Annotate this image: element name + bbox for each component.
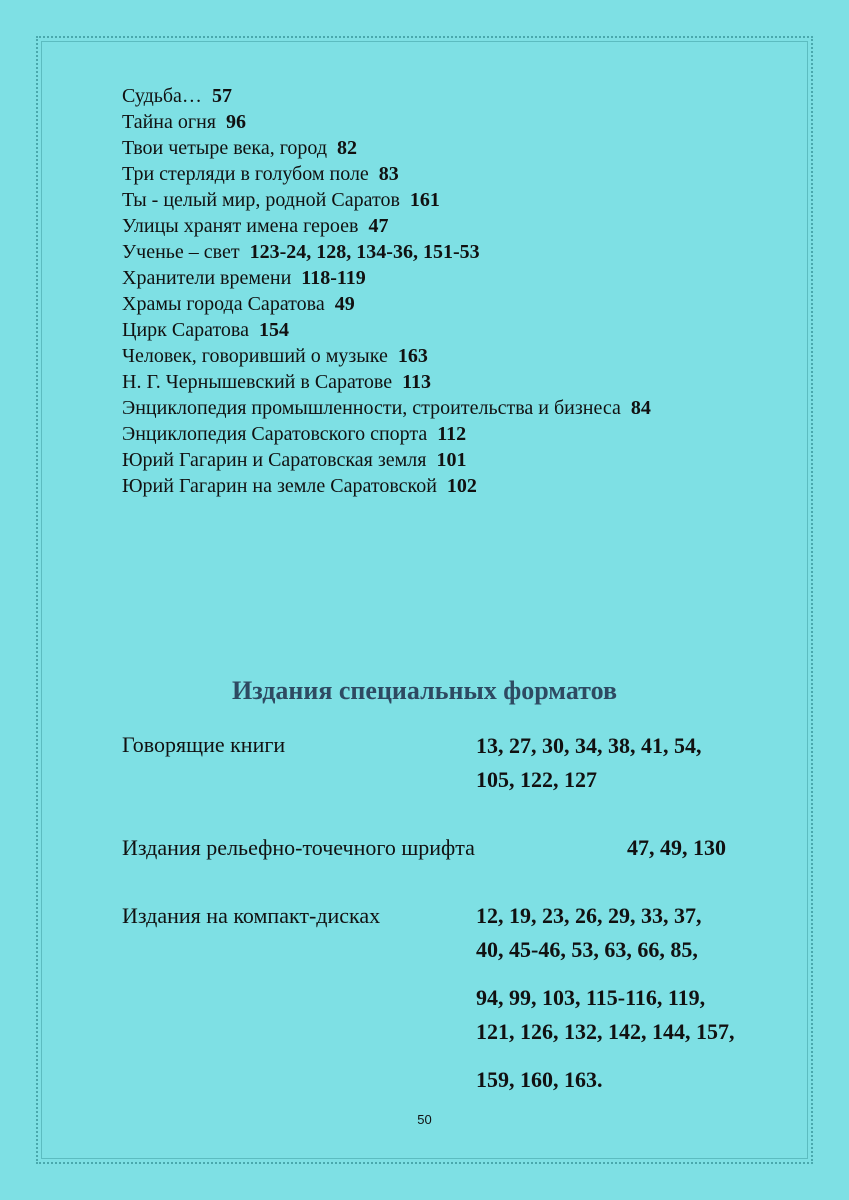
page-number: 50 xyxy=(417,1112,432,1127)
talking-books-label: Говорящие книги xyxy=(122,732,286,757)
list-item: Энциклопедия промышленности, строительства и бизнеса 84 xyxy=(122,397,651,419)
list-item: Человек, говоривший о музыке 163 xyxy=(122,345,428,367)
cd-label: Издания на компакт-дисках xyxy=(122,903,381,928)
list-item: Судьба… 57 xyxy=(122,85,232,107)
section-title: Издания специальных форматов xyxy=(232,676,617,705)
braille-pages: 47, 49, 130 xyxy=(627,835,726,860)
index-list xyxy=(122,83,651,499)
list-item: Твои четыре века, город 82 xyxy=(122,137,358,159)
list-item: Улицы хранят имена героев 47 xyxy=(122,215,389,237)
list-item: Цирк Саратова 154 xyxy=(122,319,289,341)
list-item: Три стерляди в голубом поле 83 xyxy=(122,163,399,185)
braille-label: Издания рельефно-точечного шрифта xyxy=(122,835,475,860)
list-item: Энциклопедия Саратовского спорта 112 xyxy=(122,423,467,445)
talking-books-pages: 13, 27, 30, 34, 38, 41, 54, 105, 122, 127 xyxy=(476,733,702,792)
list-item: Храмы города Саратова 49 xyxy=(122,293,355,315)
list-item: Хранители времени 118-119 xyxy=(122,267,366,289)
list-item: Ученье – свет 123-24, 128, 134-36, 151-53 xyxy=(122,241,480,263)
list-item: Н. Г. Чернышевский в Саратове 113 xyxy=(122,371,431,393)
list-item: Юрий Гагарин и Саратовская земля 101 xyxy=(122,449,467,471)
cd-pages: 12, 19, 23, 26, 29, 33, 37, 40, 45-46, 53, 63, 66, 85, 94, 99, 103, 115-116, 119, 121, 126, 132, 142, 144, 157, 159, 160, 163. xyxy=(476,903,735,1092)
list-item: Юрий Гагарин на земле Саратовской 102 xyxy=(122,475,477,497)
list-item: Ты - целый мир, родной Саратов 161 xyxy=(122,189,440,211)
list-item: Тайна огня 96 xyxy=(122,111,246,133)
